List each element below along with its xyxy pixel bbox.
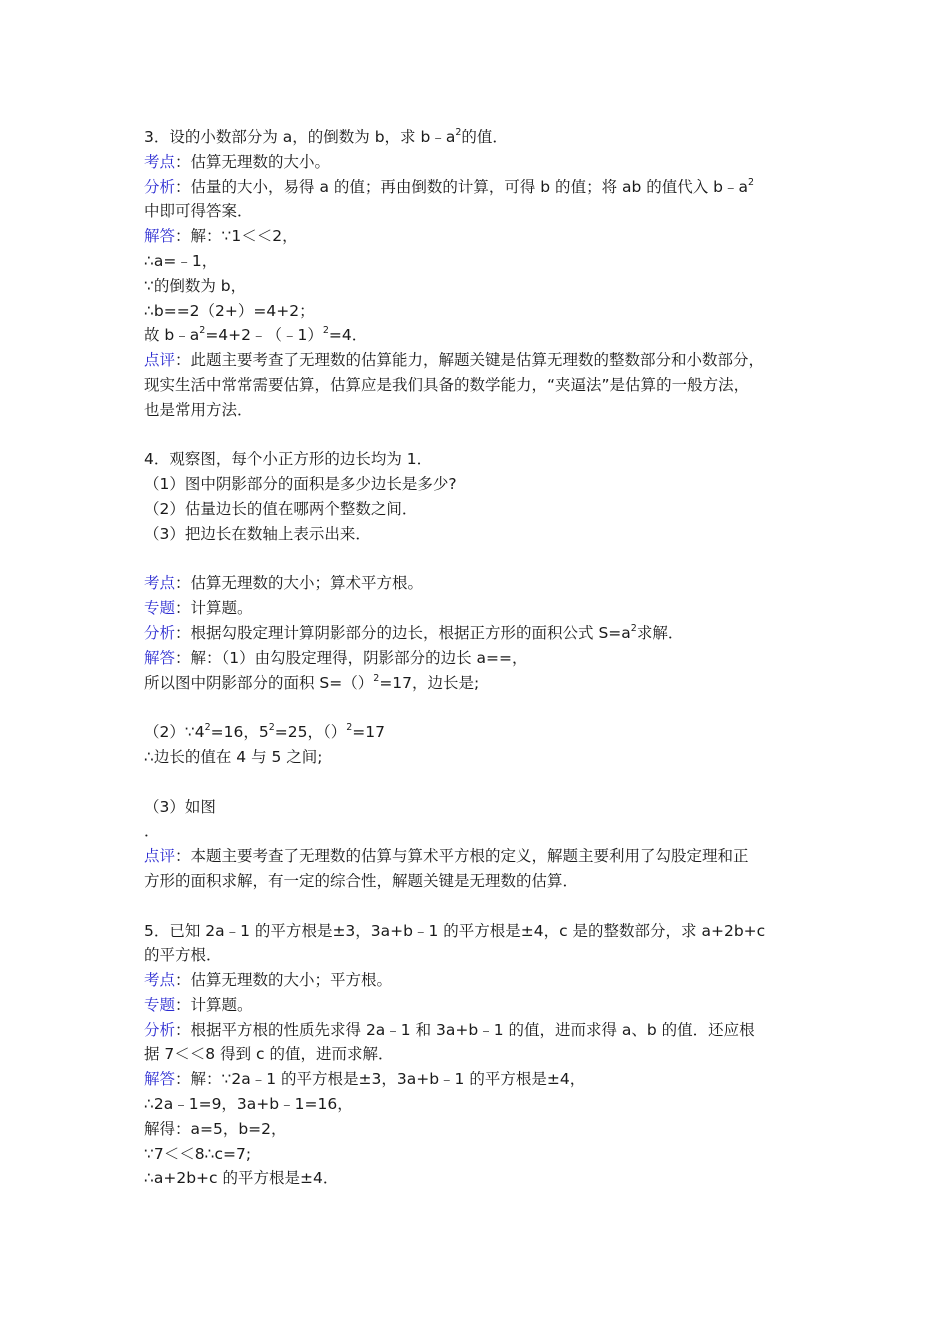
fenxi-label: 分析 xyxy=(144,177,176,196)
q4-dianping xyxy=(144,844,824,869)
spacer xyxy=(144,770,824,795)
q3-title xyxy=(144,125,824,150)
jieda-text: ：解：∵2a﹣1 的平方根是±3，3a+b﹣1 的平方根是±4， xyxy=(175,1070,586,1089)
q4-title: 4．观察图，每个小正方形的边长均为 1． xyxy=(144,450,433,469)
q3-dianping xyxy=(144,348,824,373)
jieda-label: 解答 xyxy=(144,1070,176,1089)
superscript: 2 xyxy=(199,325,206,337)
q5-title-line2: 的平方根． xyxy=(144,946,222,965)
q3-step-d-2: =4+2﹣（﹣1） xyxy=(205,326,323,345)
q4-step-b xyxy=(144,720,824,745)
q4-step-b-3: =25，（） xyxy=(274,723,347,742)
kaodian-label: 考点 xyxy=(144,574,176,593)
spacer xyxy=(144,894,824,919)
jieda-text: ：解：∵1＜＜2， xyxy=(175,227,298,246)
q4-jieda xyxy=(144,646,824,671)
fenxi-label: 分析 xyxy=(144,1020,176,1039)
spacer xyxy=(144,547,824,572)
q3-fenxi xyxy=(144,175,824,200)
q3-kaodian xyxy=(144,150,824,175)
spacer xyxy=(144,695,824,720)
superscript: 2 xyxy=(268,722,275,734)
kaodian-text: ：估算无理数的大小；平方根。 xyxy=(175,971,393,990)
jieda-label: 解答 xyxy=(144,648,176,667)
q4-step-a xyxy=(144,671,824,696)
superscript: 2 xyxy=(748,176,755,188)
q5-step-b: 解得：a=5，b=2， xyxy=(144,1119,287,1138)
q4-step-a-2: =17，边长是; xyxy=(379,673,480,692)
dianping-label: 点评 xyxy=(144,847,176,866)
q4-sub1: （1）图中阴影部分的面积是多少边长是多少? xyxy=(144,475,457,494)
fenxi-label: 分析 xyxy=(144,623,176,642)
document-content xyxy=(144,125,824,1191)
dianping-text: ：此题主要考查了无理数的估算能力，解题关键是估算无理数的整数部分和小数部分， xyxy=(175,351,765,370)
q4-sub3: （3）把边长在数轴上表示出来． xyxy=(144,524,371,543)
q3-step-b: ∵的倒数为 b， xyxy=(144,276,247,295)
q4-step-b-4: =17 xyxy=(352,723,385,742)
zhuanti-label: 专题 xyxy=(144,599,176,618)
fenxi-text: ：根据平方根的性质先求得 2a﹣1 和 3a+b﹣1 的值，进而求得 a、b 的值．还应根 xyxy=(175,1020,755,1039)
q4-step-c: ∴边长的值在 4 与 5 之间; xyxy=(144,747,323,766)
q5-title: 5．已知 2a﹣1 的平方根是±3，3a+b﹣1 的平方根是±4，c 是的整数部分，求 a+2b+c xyxy=(144,921,766,940)
q5-fenxi-line2: 据 7＜＜8 得到 c 的值，进而求解． xyxy=(144,1045,394,1064)
dianping-text: ：本题主要考查了无理数的估算与算术平方根的定义，解题主要利用了勾股定理和正 xyxy=(175,847,749,866)
q3-step-c: ∴b==2（2+）=4+2； xyxy=(144,301,315,320)
q5-fenxi xyxy=(144,1018,824,1043)
q5-step-c: ∵7＜＜8∴c=7; xyxy=(144,1144,252,1163)
q4-kaodian xyxy=(144,571,824,596)
q4-sub2: （2）估量边长的值在哪两个整数之间． xyxy=(144,499,418,518)
jieda-text: ：解：（1）由勾股定理得，阴影部分的边长 a==， xyxy=(175,648,528,667)
q5-step-a: ∴2a﹣1=9，3a+b﹣1=16， xyxy=(144,1095,353,1114)
q3-dianping-line3: 也是常用方法． xyxy=(144,400,253,419)
zhuanti-text: ：计算题。 xyxy=(175,995,253,1014)
fenxi-tail: 求解． xyxy=(636,623,684,642)
fenxi-text: ：根据勾股定理计算阴影部分的边长，根据正方形的面积公式 S=a xyxy=(175,623,631,642)
q4-zhuanti xyxy=(144,596,824,621)
q3-jieda xyxy=(144,224,824,249)
q3-step-a: ∴a=﹣1， xyxy=(144,251,218,270)
q4-dianping-line2: 方形的面积求解，有一定的综合性，解题关键是无理数的估算． xyxy=(144,871,579,890)
q5-step-d: ∴a+2b+c 的平方根是±4． xyxy=(144,1169,339,1188)
q4-step-b-1: （2）∵4 xyxy=(144,723,205,742)
superscript: 2 xyxy=(373,672,380,684)
zhuanti-label: 专题 xyxy=(144,995,176,1014)
kaodian-text: ：估算无理数的大小；算术平方根。 xyxy=(175,574,424,593)
superscript: 2 xyxy=(204,722,211,734)
kaodian-label: 考点 xyxy=(144,152,176,171)
q5-zhuanti xyxy=(144,993,824,1018)
q4-step-b-2: =16，5 xyxy=(210,723,269,742)
jieda-label: 解答 xyxy=(144,227,176,246)
spacer xyxy=(144,423,824,448)
zhuanti-text: ：计算题。 xyxy=(175,599,253,618)
kaodian-text: ：估算无理数的大小。 xyxy=(175,152,331,171)
q5-kaodian xyxy=(144,968,824,993)
superscript: 2 xyxy=(322,325,329,337)
q4-step-e: ． xyxy=(144,822,160,841)
q5-jieda xyxy=(144,1067,824,1092)
q3-title-text: 3．设的小数部分为 a，的倒数为 b，求 b﹣a xyxy=(144,128,456,146)
q3-step-d xyxy=(144,323,824,348)
kaodian-label: 考点 xyxy=(144,971,176,990)
superscript: 2 xyxy=(455,127,462,138)
q3-step-d-3: =4． xyxy=(328,326,368,345)
q3-fenxi-cont: 中即可得答案． xyxy=(144,202,253,221)
fenxi-text: ：估量的大小，易得 a 的值；再由倒数的计算，可得 b 的值；将 ab 的值代入 b﹣a xyxy=(175,177,749,196)
dianping-label: 点评 xyxy=(144,351,176,370)
q4-step-a-1: 所以图中阴影部分的面积 S=（） xyxy=(144,673,374,692)
superscript: 2 xyxy=(630,622,637,634)
q3-dianping-line2: 现实生活中常常需要估算，估算应是我们具备的数学能力，“夹逼法”是估算的一般方法， xyxy=(144,375,750,394)
q3-step-d-1: 故 b﹣a xyxy=(144,326,200,345)
superscript: 2 xyxy=(346,722,353,734)
q4-step-d: （3）如图 xyxy=(144,797,216,816)
q3-title-tail: 的值． xyxy=(461,128,508,146)
q4-fenxi xyxy=(144,621,824,646)
